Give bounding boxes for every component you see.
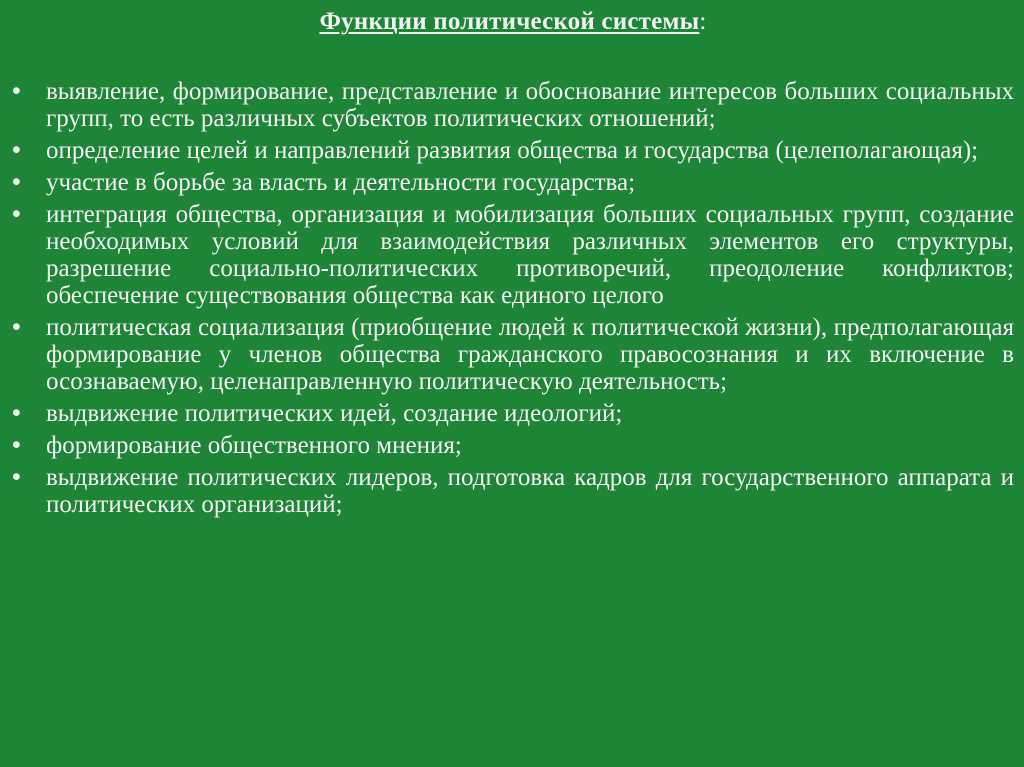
bullet-text: формирование общественного мнения; [46,432,462,459]
bullet-icon: • [12,200,21,228]
bullet-list [12,78,1014,523]
bullet-item [12,201,1014,309]
bullet-text: участие в борьбе за власть и деятельности государства; [46,169,636,196]
bullet-icon: • [12,136,21,164]
bullet-icon: • [12,399,21,427]
bullet-item [12,78,1014,132]
bullet-text: выдвижение политических лидеров, подготовка кадров для государственного аппарата и политических организаций; [46,464,1014,518]
bullet-item [12,464,1014,518]
bullet-text: определение целей и направлений развития общества и государства (целеполагающая); [46,137,979,164]
bullet-item [12,314,1014,395]
bullet-item [12,400,1014,427]
bullet-text: интеграция общества, организация и мобилизация больших социальных групп, создание необходимых условий для взаимодействия различных элементов его структуры, разрешение социально-политических противоречий, преодоление конфликтов; обеспечение существования общества как единого целого [46,201,1014,309]
bullet-item [12,432,1014,459]
bullet-icon: • [12,313,21,341]
bullet-item [12,137,1014,164]
slide-title-text: Функции политической системы [319,8,700,35]
bullet-icon: • [12,77,21,105]
bullet-icon: • [12,463,21,491]
bullet-icon: • [12,168,21,196]
slide-title-colon: : [699,8,707,35]
bullet-text: политическая социализация (приобщение людей к политической жизни), предполагающая формирование у членов общества гражданского правосознания и их включение в осознаваемую, целенаправленную политическую деятельность; [46,314,1014,395]
bullet-text: выдвижение политических идей, создание идеологий; [46,400,623,427]
slide-title [12,0,1014,37]
bullet-icon: • [12,431,21,459]
bullet-item [12,169,1014,196]
bullet-text: выявление, формирование, представление и обоснование интересов больших социальных групп, то есть различных субъектов политических отношений; [46,78,1014,132]
